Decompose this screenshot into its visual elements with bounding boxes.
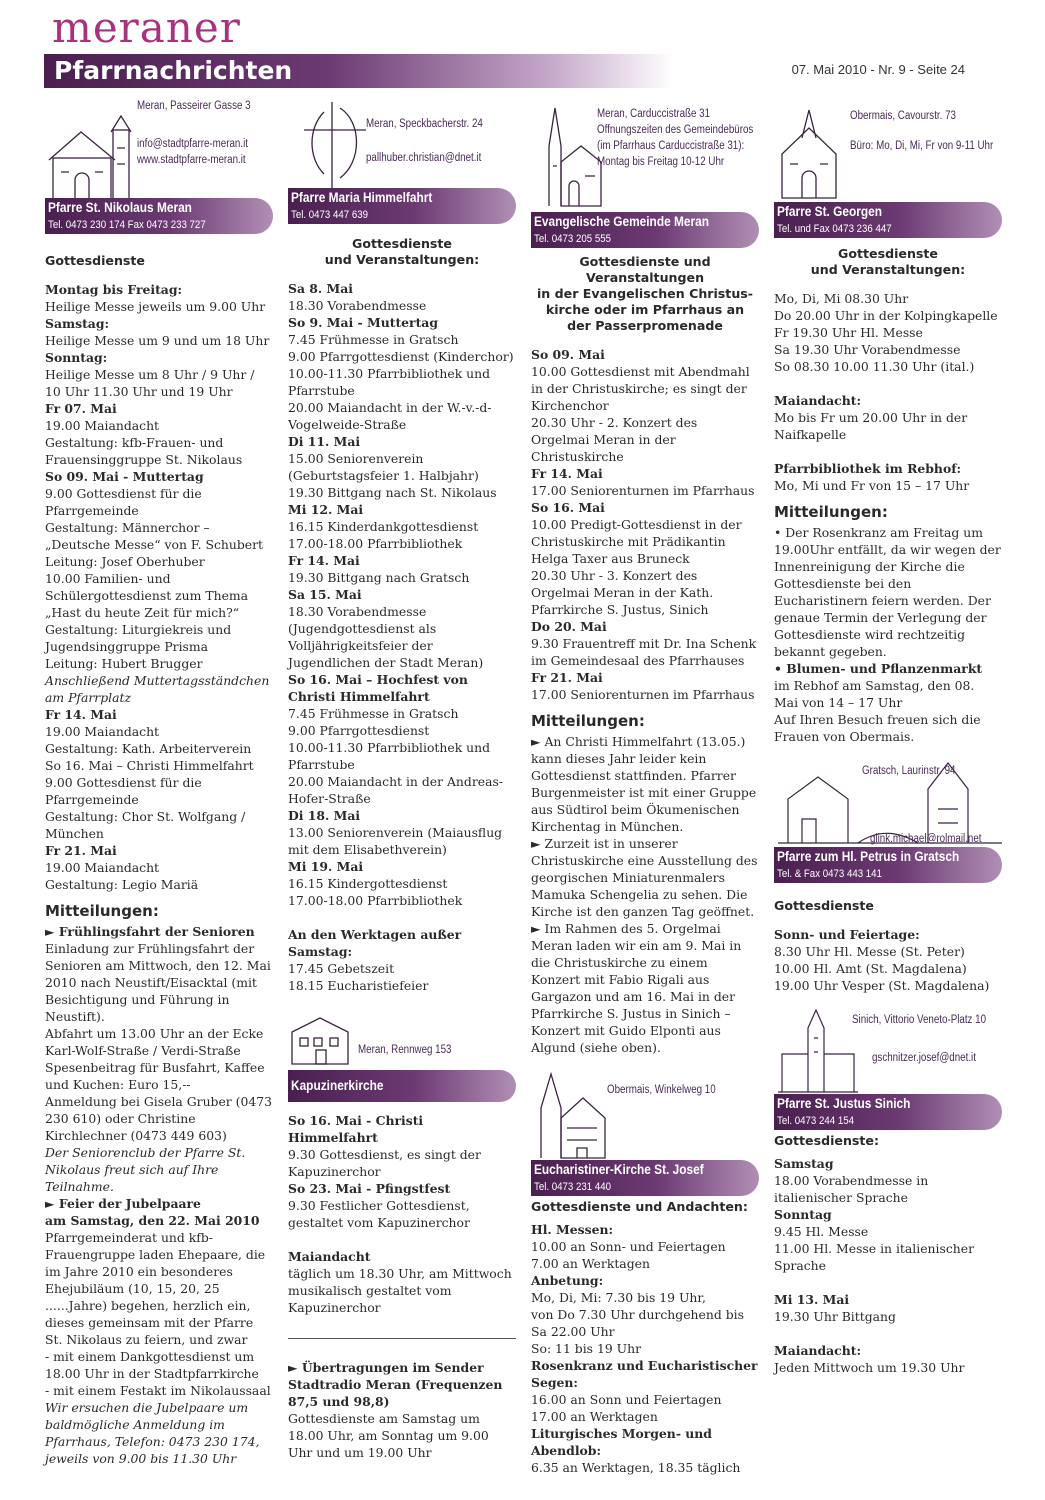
parish-address: Meran, Passeirer Gasse 3 xyxy=(137,100,251,112)
text-line: Fr 14. Mai xyxy=(45,707,117,722)
petrus-title-bar xyxy=(774,847,1002,883)
text-line: 9.00 Pfarrgottesdienst xyxy=(288,723,430,738)
text-line: 19.00 Maiandacht xyxy=(45,418,160,433)
text-line: Sonntag: xyxy=(45,350,108,365)
text-line: Gestaltung: Liturgiekreis und Jugendsinggruppe Prisma xyxy=(45,622,232,654)
text-line: 19.30 Bittgang nach Gratsch xyxy=(288,570,470,585)
text-line: Mi 19. Mai xyxy=(288,859,364,874)
text-line: 10.00 Hl. Amt (St. Magdalena) xyxy=(774,961,967,976)
text-line: So 16. Mai – Christi Himmelfahrt xyxy=(45,758,254,773)
column-st-nikolaus xyxy=(45,96,273,1467)
parish-phone: Tel. und Fax 0473 236 447 xyxy=(777,223,892,235)
text-line: Sa 19.30 Uhr Vorabendmesse xyxy=(774,342,961,357)
parish-name: Pfarre St. Nikolaus Meran xyxy=(48,200,192,215)
text-line: Maiandacht: xyxy=(774,393,862,408)
services-title: Gottesdienste und Veranstaltungen in der Evangelischen Christus- kirche oder im Pfarrhaus an der Passerpromenade xyxy=(536,254,754,333)
text-line: Mo, Di, Mi 08.30 Uhr xyxy=(774,291,909,306)
text-line: So 09. Mai - Muttertag xyxy=(45,469,204,484)
st-josef-title-bar xyxy=(531,1160,759,1196)
services-title: Gottesdienste und Veranstaltungen: xyxy=(324,236,480,267)
church-illustration-icon xyxy=(776,108,842,200)
text-line: Liturgisches Morgen- und Abendlob: xyxy=(531,1426,712,1458)
church-illustration-icon xyxy=(778,1008,858,1094)
justus-address: Sinich, Vittorio Veneto-Platz 10 xyxy=(852,1014,987,1026)
text-line: So 16. Mai - Christi Himmelfahrt xyxy=(288,1113,424,1145)
section-title: Pfarrnachrichten xyxy=(54,56,293,85)
text-line: 10.00 Familien- und Schülergottesdienst zum Thema „Hast du heute Zeit für mich?“ xyxy=(45,571,249,620)
text-line: Heilige Messe jeweils um 9.00 Uhr xyxy=(45,299,266,314)
text-line: 18.30 Vorabendmesse (Jugendgottesdienst als Volljährigkeitsfeier der Jugendlichen der Stadt Meran) xyxy=(288,604,484,670)
text-line: im Rebhof am Samstag, den 08. Mai von 14 – 17 Uhr xyxy=(774,678,975,710)
text-line: Do 20.00 Uhr in der Kolpingkapelle xyxy=(774,308,998,323)
text-line: Fr 21. Mai xyxy=(45,843,117,858)
text-line: 7.45 Frühmesse in Gratsch xyxy=(288,706,459,721)
justus-title-bar xyxy=(774,1094,1002,1130)
spacer xyxy=(774,1325,1002,1342)
text-line: 17.00 Seniorenturnen im Pfarrhaus xyxy=(531,687,755,702)
text-line: 8.30 Uhr Hl. Messe (St. Peter) xyxy=(774,944,965,959)
announcements-list xyxy=(531,733,759,1056)
justus-name: Pfarre St. Justus Sinich xyxy=(777,1096,911,1111)
parish-title-bar xyxy=(531,212,759,248)
text-line: So 08.30 10.00 11.30 Uhr (ital.) xyxy=(774,359,975,374)
text-line: Di 18. Mai xyxy=(288,808,361,823)
justus-title: Gottesdienste: xyxy=(774,1133,879,1148)
text-line: Sa 15. Mai xyxy=(288,587,362,602)
text-line: 19.00 Uhr Vesper (St. Magdalena) xyxy=(774,978,990,993)
petrus-list xyxy=(774,926,1002,994)
building-illustration-icon xyxy=(290,1014,352,1066)
text-line: Fr 07. Mai xyxy=(45,401,117,416)
divider xyxy=(288,1338,516,1339)
text-line: Heilige Messe um 9 und um 18 Uhr xyxy=(45,333,270,348)
text-line: ► Feier der Jubelpaare xyxy=(45,1196,201,1211)
services-title: Gottesdienste xyxy=(45,253,145,268)
text-line: 9.30 Gottesdienst, es singt der Kapuzinerchor xyxy=(288,1147,481,1179)
office-location: (im Pfarrhaus Carduccistraße 31): xyxy=(597,140,745,152)
text-line: Mi 12. Mai xyxy=(288,502,364,517)
text-line: Der Seniorenclub der Pfarre St. Nikolaus freut sich auf Ihre Teilnahme. xyxy=(45,1145,246,1194)
parish-phone: Tel. 0473 205 555 xyxy=(534,233,611,245)
petrus-email[interactable]: glink.michael@rolmail.net xyxy=(870,833,982,845)
text-line: So 16. Mai – Hochfest von Christi Himmelfahrt xyxy=(288,672,468,704)
spacer xyxy=(288,1231,516,1248)
text-line: 6.35 an Werktagen, 18.35 täglich xyxy=(531,1460,741,1475)
church-illustration-icon xyxy=(535,106,603,210)
text-line: Sa 8. Mai xyxy=(288,281,353,296)
text-line: Samstag xyxy=(774,1156,834,1171)
text-line: - mit einem Dankgottesdienst um 18.00 Uhr in der Stadtpfarrkirche xyxy=(45,1349,259,1381)
office-hours-title: Öffnungszeiten des Gemeindebüros xyxy=(597,124,754,136)
text-line: Anmeldung bei Gisela Gruber (0473 230 610) oder Christine Kirchlechner (0473 449 603) xyxy=(45,1094,273,1143)
text-line: 10.00 an Sonn- und Feiertagen xyxy=(531,1239,726,1254)
text-line: 7.45 Frühmesse in Gratsch xyxy=(288,332,459,347)
text-line: 10.00 Predigt-Gottesdienst in der Christuskirche mit Prädikantin Helga Taxer aus Bruneck xyxy=(531,517,742,566)
text-line: Fr 14. Mai xyxy=(288,553,360,568)
church-illustration-icon xyxy=(537,1068,607,1160)
services-list xyxy=(774,290,1002,494)
text-line: Di 11. Mai xyxy=(288,434,361,449)
text-line: Mo, Di, Mi: 7.30 bis 19 Uhr, xyxy=(531,1290,706,1305)
text-line: Gestaltung: Chor St. Wolfgang / München xyxy=(45,809,246,841)
services-list xyxy=(531,346,759,703)
text-line: Gestaltung: Männerchor – „Deutsche Messe“ von F. Schubert xyxy=(45,520,264,552)
text-line: 18.15 Eucharistiefeier xyxy=(288,978,429,993)
text-line: Gestaltung: Kath. Arbeiterverein xyxy=(45,741,252,756)
text-line: Gottesdienste am Samstag um 18.00 Uhr, am Sonntag um 9.00 Uhr und um 19.00 Uhr xyxy=(288,1411,489,1460)
parish-email[interactable]: pallhuber.christian@dnet.it xyxy=(366,152,482,164)
text-line: So 23. Mai - Pfingstfest xyxy=(288,1181,451,1196)
text-line: Fr 19.30 Uhr Hl. Messe xyxy=(774,325,923,340)
text-line: Pfarrgemeinderat und kfb-Frauengruppe laden Ehepaare, die im Jahre 2010 ein besonderes Ehejubiläum (10, 15, 20, 25 ......Jahre) begehen, herzlich ein, dieses gemeinsam mit der Pfarre St. Nikolaus zu feiern, und zwar xyxy=(45,1230,266,1347)
justus-email[interactable]: gschnitzer.josef@dnet.it xyxy=(872,1052,976,1064)
justus-list xyxy=(774,1155,1002,1376)
section-banner xyxy=(44,54,674,88)
radio-list xyxy=(288,1359,516,1461)
text-line: Heilige Messe um 8 Uhr / 9 Uhr / 10 Uhr 11.30 Uhr und 19 Uhr xyxy=(45,367,255,399)
text-line: 17.00-18.00 Pfarrbibliothek xyxy=(288,893,463,908)
kapuziner-name: Kapuzinerkirche xyxy=(291,1078,384,1093)
text-line: 19.00 Maiandacht xyxy=(45,724,160,739)
text-line: 19.30 Uhr Bittgang xyxy=(774,1309,896,1324)
announcements-list xyxy=(45,923,273,1467)
text-line: Fr 14. Mai xyxy=(531,466,603,481)
text-line: 9.45 Hl. Messe xyxy=(774,1224,869,1239)
column-st-georgen xyxy=(774,96,1002,1376)
text-line: 9.00 Gottesdienst für die Pfarrgemeinde xyxy=(45,775,202,807)
petrus-header xyxy=(774,755,1002,897)
text-line: Montag bis Freitag: xyxy=(45,282,183,297)
announcements-title: Mitteilungen: xyxy=(45,902,159,920)
text-line: täglich um 18.30 Uhr, am Mittwoch musikalisch gestaltet vom Kapuzinerchor xyxy=(288,1266,512,1315)
text-line: So 9. Mai - Muttertag xyxy=(288,315,438,330)
spacer xyxy=(774,1274,1002,1291)
text-line: Anschließend Muttertagsständchen am Pfarrplatz xyxy=(45,673,270,705)
parish-name: Pfarre Maria Himmelfahrt xyxy=(291,190,433,205)
st-josef-name: Eucharistiner-Kirche St. Josef xyxy=(534,1162,704,1177)
text-line: Fr 21. Mai xyxy=(531,670,603,685)
text-line: Mo, Mi und Fr von 15 – 17 Uhr xyxy=(774,478,970,493)
text-line: Einladung zur Frühlingsfahrt der Senioren am Mittwoch, den 12. Mai 2010 nach Neustift/Eisacktal (mit Besichtigung und Führung in Neustift). xyxy=(45,941,271,1024)
text-line: 16.15 Kinderdankgottesdienst xyxy=(288,519,479,534)
text-line: Abfahrt um 13.00 Uhr an der Ecke Karl-Wolf-Straße / Verdi-Straße xyxy=(45,1026,264,1058)
text-line: 11.00 Hl. Messe in italienischer Sprache xyxy=(774,1241,975,1273)
text-line: Rosenkranz und Eucharistischer Segen: xyxy=(531,1358,758,1390)
text-line: 15.00 Seniorenverein (Geburtstagsfeier 1. Halbjahr) xyxy=(288,451,479,483)
text-line: Gestaltung: Legio Mariä xyxy=(45,877,199,892)
text-line: 16.15 Kindergottesdienst xyxy=(288,876,448,891)
text-line: Leitung: Hubert Brugger xyxy=(45,656,203,671)
text-line: Do 20. Mai xyxy=(531,619,607,634)
text-line: 20.00 Maiandacht in der Andreas-Hofer-Straße xyxy=(288,774,504,806)
text-line: ► Zurzeit ist in unserer Christuskirche eine Ausstellung des georgischen Miniaturenmalers Mamuka Schengelia zu sehen. Die Kirche ist den ganzen Tag geöffnet. xyxy=(531,836,758,919)
kapuziner-header xyxy=(288,1014,516,1106)
text-line: Maiandacht xyxy=(288,1249,371,1264)
text-line: 19.30 Bittgang nach St. Nikolaus xyxy=(288,485,497,500)
text-line: 13.00 Seniorenverein (Maiausflug mit dem Elisabethverein) xyxy=(288,825,503,857)
text-line: 10.00-11.30 Pfarrbibliothek und Pfarrstube xyxy=(288,740,491,772)
office-hours: Montag bis Freitag 10-12 Uhr xyxy=(597,156,725,168)
text-line: Hl. Messen: xyxy=(531,1222,614,1237)
parish-name: Evangelische Gemeinde Meran xyxy=(534,214,709,229)
text-line: Sonntag xyxy=(774,1207,832,1222)
text-line: Anbetung: xyxy=(531,1273,604,1288)
parish-address: Meran, Carduccistraße 31 xyxy=(597,108,711,120)
text-line: • Der Rosenkranz am Freitag um 19.00Uhr entfällt, da wir wegen der Innenreinigung der Kirche die Gottesdienste bei den Eucharistinern feiern werden. Der genaue Termin der Verlegung der Gottesdienste wird rechtzeitig bekannt gegeben. xyxy=(774,525,1001,659)
office-hours: Büro: Mo, Di, Mi, Fr von 9-11 Uhr xyxy=(850,140,994,152)
text-line: Pfarrbibliothek im Rebhof: xyxy=(774,461,962,476)
justus-phone: Tel. 0473 244 154 xyxy=(777,1115,854,1127)
text-line: ► Frühlingsfahrt der Senioren xyxy=(45,924,255,939)
text-line: 17.45 Gebetszeit xyxy=(288,961,395,976)
text-line: am Samstag, den 22. Mai 2010 xyxy=(45,1213,260,1228)
text-line: ► Übertragungen im Sender Stadtradio Meran (Frequenzen 87,5 und 98,8) xyxy=(288,1360,503,1409)
text-line: An den Werktagen außer Samstag: xyxy=(288,927,462,959)
text-line: ► Im Rahmen des 5. Orgelmai Meran laden wir ein am 9. Mai in die Christuskirche zu einem Konzert mit Fabio Rigali aus Gargazon und am 16. Mai in der Pfarrkirche S. Justus in Sinich – Konzert mit Guido Elponti aus Algund (siehe oben). xyxy=(531,921,742,1055)
issue-info: 07. Mai 2010 - Nr. 9 - Seite 24 xyxy=(791,62,965,77)
text-line: Auf Ihren Besuch freuen sich die Frauen von Obermais. xyxy=(774,712,981,744)
kapuziner-list xyxy=(288,1112,516,1316)
text-line: 9.30 Festlicher Gottesdienst, gestaltet vom Kapuzinerchor xyxy=(288,1198,470,1230)
text-line: - mit einem Festakt im Nikolaussaal xyxy=(45,1383,271,1398)
text-line: ► An Christi Himmelfahrt (13.05.) kann dieses Jahr leider kein Gottesdienst stattfinden. Pfarrer Burgenmeister ist mit einer Gruppe aus Südtirol beim Ökumenischen Kirchentag in München. xyxy=(531,734,757,834)
text-line: 10.00-11.30 Pfarrbibliothek und Pfarrstube xyxy=(288,366,491,398)
text-line: Sonn- und Feiertage: xyxy=(774,927,920,942)
text-line: 17.00 an Werktagen xyxy=(531,1409,658,1424)
parish-title-bar xyxy=(288,188,516,224)
text-line: Mi 13. Mai xyxy=(774,1292,850,1307)
text-line: Jeden Mittwoch um 19.30 Uhr xyxy=(774,1360,965,1375)
masthead-brand: meraner xyxy=(52,3,241,52)
text-line: So 09. Mai xyxy=(531,347,605,362)
st-josef-address: Obermais, Winkelweg 10 xyxy=(607,1084,716,1096)
parish-title-bar xyxy=(45,198,273,234)
column-evangelische-gemeinde xyxy=(531,96,759,1476)
text-line: 10.00 Gottesdienst mit Abendmahl in der Christuskirche; es singt der Kirchenchor xyxy=(531,364,750,413)
text-line: 7.00 an Werktagen xyxy=(531,1256,650,1271)
parish-phone: Tel. 0473 230 174 Fax 0473 233 727 xyxy=(48,219,206,231)
parish-website[interactable]: www.stadtpfarre-meran.it xyxy=(137,154,246,166)
parish-header xyxy=(45,96,273,232)
text-line: 9.00 Pfarrgottesdienst (Kinderchor) xyxy=(288,349,514,364)
services-list xyxy=(288,280,516,994)
parish-header xyxy=(531,96,759,246)
text-line: 9.30 Frauentreff mit Dr. Ina Schenk im Gemeindesaal des Pfarrhauses xyxy=(531,636,757,668)
text-line: 18.30 Vorabendmesse xyxy=(288,298,427,313)
petrus-phone: Tel. & Fax 0473 443 141 xyxy=(777,868,882,880)
text-line: 18.00 Vorabendmesse in italienischer Sprache xyxy=(774,1173,929,1205)
text-line: 9.00 Gottesdienst für die Pfarrgemeinde xyxy=(45,486,202,518)
text-line: 17.00-18.00 Pfarrbibliothek xyxy=(288,536,463,551)
text-line: • Blumen- und Pflanzenmarkt xyxy=(774,661,983,676)
parish-name: Pfarre St. Georgen xyxy=(777,204,882,219)
text-line: 20.30 Uhr - 2. Konzert des Orgelmai Meran in der Christuskirche xyxy=(531,415,698,464)
text-line: Wir ersuchen die Jubelpaare um baldmögliche Anmeldung im Pfarrhaus, Telefon: 0473 230 174, jeweils von 9.00 bis 11.30 Uhr xyxy=(45,1400,260,1466)
column-maria-himmelfahrt xyxy=(288,96,516,1461)
text-line: Maiandacht: xyxy=(774,1343,862,1358)
spacer xyxy=(774,443,1002,460)
petrus-address: Gratsch, Laurinstr. 94 xyxy=(862,765,956,777)
services-list xyxy=(45,281,273,893)
text-line: Spesenbeitrag für Busfahrt, Kaffee und Kuchen: Euro 15,-- xyxy=(45,1060,265,1092)
text-line: 20.00 Maiandacht in der W.-v.-d-Vogelweide-Straße xyxy=(288,400,492,432)
st-josef-list xyxy=(531,1221,759,1476)
cross-logo-icon xyxy=(300,102,370,188)
announcements-list xyxy=(774,524,1002,745)
text-line: 19.00 Maiandacht xyxy=(45,860,160,875)
st-josef-title: Gottesdienste und Andachten: xyxy=(531,1199,748,1214)
parish-email[interactable]: info@stadtpfarre-meran.it xyxy=(137,138,248,150)
church-illustration-icon xyxy=(45,114,137,206)
text-line: von Do 7.30 Uhr durchgehend bis Sa 22.00 Uhr xyxy=(531,1307,744,1339)
text-line: 20.30 Uhr - 3. Konzert des Orgelmai Meran in der Kath. Pfarrkirche S. Justus, Sinich xyxy=(531,568,714,617)
text-line: 17.00 Seniorenturnen im Pfarrhaus xyxy=(531,483,755,498)
st-josef-phone: Tel. 0473 231 440 xyxy=(534,1181,611,1193)
parish-title-bar xyxy=(774,202,1002,238)
parish-address: Obermais, Cavourstr. 73 xyxy=(850,110,956,122)
parish-header xyxy=(774,96,1002,238)
text-line: So: 11 bis 19 Uhr xyxy=(531,1341,642,1356)
announcements-title: Mitteilungen: xyxy=(531,712,645,730)
services-title: Gottesdienste und Veranstaltungen: xyxy=(810,246,966,277)
kapuziner-title-bar xyxy=(288,1070,516,1102)
text-line: Mo bis Fr um 20.00 Uhr in der Naifkapelle xyxy=(774,410,968,442)
parish-phone: Tel. 0473 447 639 xyxy=(291,209,368,221)
parish-header xyxy=(288,96,516,228)
parish-address: Meran, Speckbacherstr. 24 xyxy=(366,118,483,130)
text-line: Leitung: Josef Oberhuber xyxy=(45,554,205,569)
kapuziner-address: Meran, Rennweg 153 xyxy=(358,1044,452,1056)
petrus-name: Pfarre zum Hl. Petrus in Gratsch xyxy=(777,849,960,864)
text-line: Samstag: xyxy=(45,316,110,331)
announcements-title: Mitteilungen: xyxy=(774,503,888,521)
justus-header xyxy=(774,1004,1002,1132)
text-line: 16.00 an Sonn und Feiertagen xyxy=(531,1392,722,1407)
st-josef-header xyxy=(531,1068,759,1198)
text-line: Gestaltung: kfb-Frauen- und Frauensinggruppe St. Nikolaus xyxy=(45,435,243,467)
text-line: So 16. Mai xyxy=(531,500,605,515)
spacer xyxy=(288,909,516,926)
petrus-title: Gottesdienste xyxy=(774,898,874,913)
spacer xyxy=(774,375,1002,392)
